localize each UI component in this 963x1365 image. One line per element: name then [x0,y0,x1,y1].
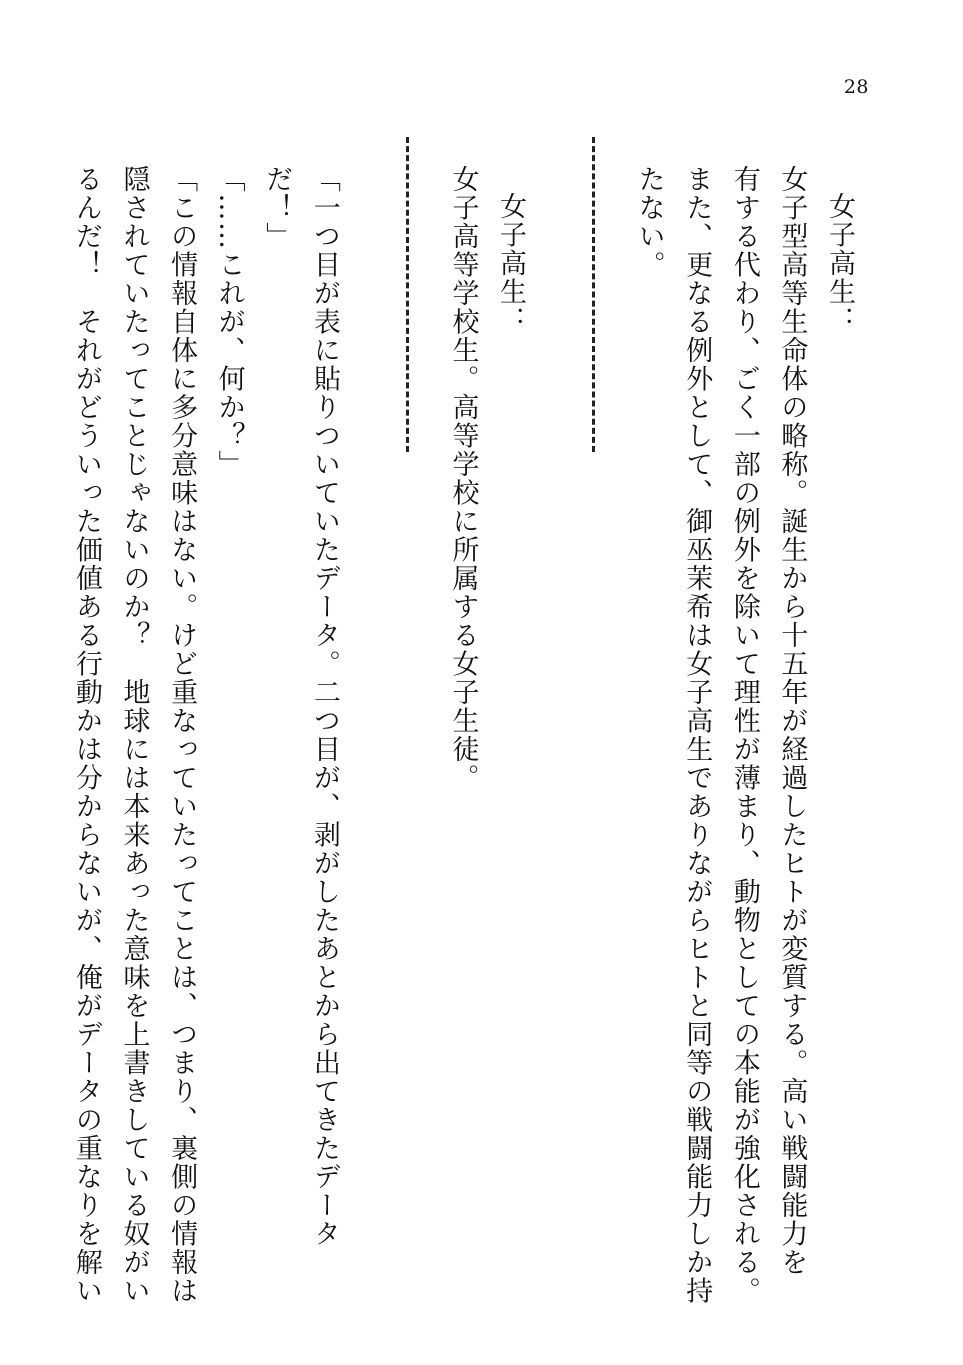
glossary-term-2: 女子高生： [495,192,527,335]
page-number: 28 [843,76,869,98]
body-text [62,165,863,1305]
dashed-separator [592,137,595,452]
glossary-definition-line: たない。 [633,165,665,279]
dialogue-line: 「……これが、何か？」 [213,165,245,479]
dialogue-line: 隠されていたってことじゃないのか？ 地球には本来あった意味を上書きしている奴がい [118,165,150,1305]
dialogue-line: 「この情報自体に多分意味はない。けど重なっていたってことは、つまり、裏側の情報は [166,165,198,1305]
glossary-definition-line: 有する代わり、ごく一部の例外を除いて理性が薄まり、動物としての本能が強化される。 [728,165,760,1305]
dialogue-line: るんだ！ それがどういった価値ある行動かは分からないが、俺がデータの重なりを解い [70,165,102,1305]
dialogue-line: 「一つ目が表に貼りついていたデータ。二つ目が、剥がしたあとから出てきたデータ [308,165,340,1248]
glossary-term-1: 女子高生： [824,192,855,335]
glossary-definition-line: 女子高等学校生。高等学校に所属する女子生徒。 [447,165,479,792]
dashed-separator [406,137,409,452]
glossary-definition-line: 女子型高等生命体の略称。誕生から十五年が経過したヒトが変質する。高い戦闘能力を [776,165,808,1277]
glossary-definition-line: また、更なる例外として、御巫茉希は女子高生でありながらヒトと同等の戦闘能力しか持 [681,165,713,1305]
dialogue-line: だ！」 [261,165,293,251]
